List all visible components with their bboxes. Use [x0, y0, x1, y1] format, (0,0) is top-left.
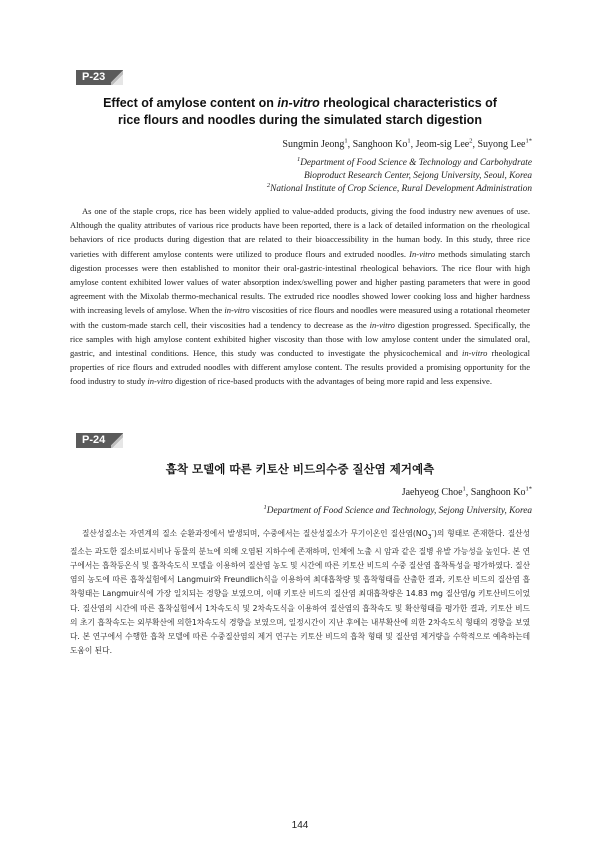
badge-label: P-23 [76, 70, 111, 85]
page-number: 144 [291, 820, 309, 831]
section-badge-p24 [76, 433, 123, 448]
badge-tail [111, 70, 123, 85]
affiliations-p23: $^1$Department of Food Science & Technology and Carbohydrate Bioproduct Research Center, Sejong University, Seoul, Korea $^2$National Institute of Crop Science, Rural Development Administration [266, 155, 532, 194]
authors-p23: Sungmin Jeong$^1$, Sanghoon Ko$^1$, Jeom-sig Lee$^2$, Suyong Lee$^{1*}$ [282, 137, 532, 150]
authors-p24: Jaehyeog Choe$^1$, Sanghoon $Ko^{1*}$ [401, 485, 532, 498]
badge-tail [111, 433, 123, 448]
abstract-p23: As one of the staple crops, rice has been widely applied to value-added products, giving the food industry new avenues of use. Although the quality attributes of various rice products have been reported, there is a lack of detailed information on the rheological behaviors of rice products during digestion that are related to their bioaccessibility in the human body. In this study, three rice varieties with different amylose contents were utilized to produce flours and extruded noodles. In-vitro methods simulating starch digestion processes were then established to monitor their oral-gastric-intestinal rheological behaviors. The rice flour with high amylose content exhibited lower values of water absorption index/swelling power and higher pasting parameters that were in good agreement with the Mixolab thermo-mechanical results. The extruded rice noodles showed lower cooking loss and higher hardness with increasing levels of amylose. When the in-vitro viscosities of rice flours and noodles were measured using a rotational rheometer with the custom-made starch cell, their viscosities had a tendency to decrease as the in-vitro digestion progressed. Specifically, the rice samples with high amylose content exhibited higher viscosity than those with low amylose content under the simulated oral, gastric, and intestinal conditions. Hence, this study was conducted to investigate the physicochemical and in-vitro rheological properties of rice flours and extruded noodles with different amylose content. The results provided a promising opportunity for the food industry to study in-vitro digestion of rice-based products with the advantages of being more rapid and less expensive. [70, 206, 531, 387]
affiliations-p24: $^1$Department of Food Science and Technology, Sejong University, Korea [263, 503, 532, 516]
paper-title-p24: 흡착 모델에 따른 키토산 비드의수중 질산염 제거예측 [165, 462, 435, 476]
paper-title-p23: Effect of amylose content on in-vitro rheological characteristics of rice flours and noodles during the simulated starch digestion [103, 96, 497, 127]
abstract-p24: 질산성질소는 자연계의 질소 순환과정에서 발생되며, 수중에서는 질산성질소가 무기이온인 질산염$(NO_3^-)$의 형태로 존재한다. 질산성질소는 과도한 질소비료시비나 동물의 분뇨에 의해 오염된 지하수에 존재하며, 인체에 노출 시 암과 같은 질병 유발 가능성을 높인다. 본 연구에서는 흡착등온식 및 흡착속도식 모델을 이용하여 질산염 농도 및 시간에 따른 키토산 비드의 수중 질산염 흡착특성을 평가하였다. 질산염의 농도에 따른 흡착실험에서 Langmuir와 Freundlich식을 이용하여 최대흡착량 및 흡착형태를 산출한 결과, 키토산 비드의 질산염 흡착형태는 Langmuir식에 가장 일치되는 경향을 보였으며, 이때 키토산 비드의 질산염 최대흡착량은 14.83 mg 질산염/g 키토산비드이었다. 질산염의 시간에 따른 흡착실험에서 1차속도식 및 2차속도식을 이용하여 질산염의 흡착속도 및 확산형태를 평가한 결과, 키토산 비드의 초기 흡착속도는 외부확산에 의한1차속도식 경향을 보였으며, 일정시간이 지난 후에는 내부확산에 의한 2차속도식 형태의 경향을 보였다. 본 연구에서 수행한 흡착 모델에 따른 수중질산염의 제거 연구는 키토산 비드의 흡착 형태 및 질산염 제거량을 수학적으로 예측하는데 도움이 된다. [70, 526, 530, 656]
badge-label: P-24 [76, 433, 111, 448]
section-badge-p23 [76, 70, 123, 85]
